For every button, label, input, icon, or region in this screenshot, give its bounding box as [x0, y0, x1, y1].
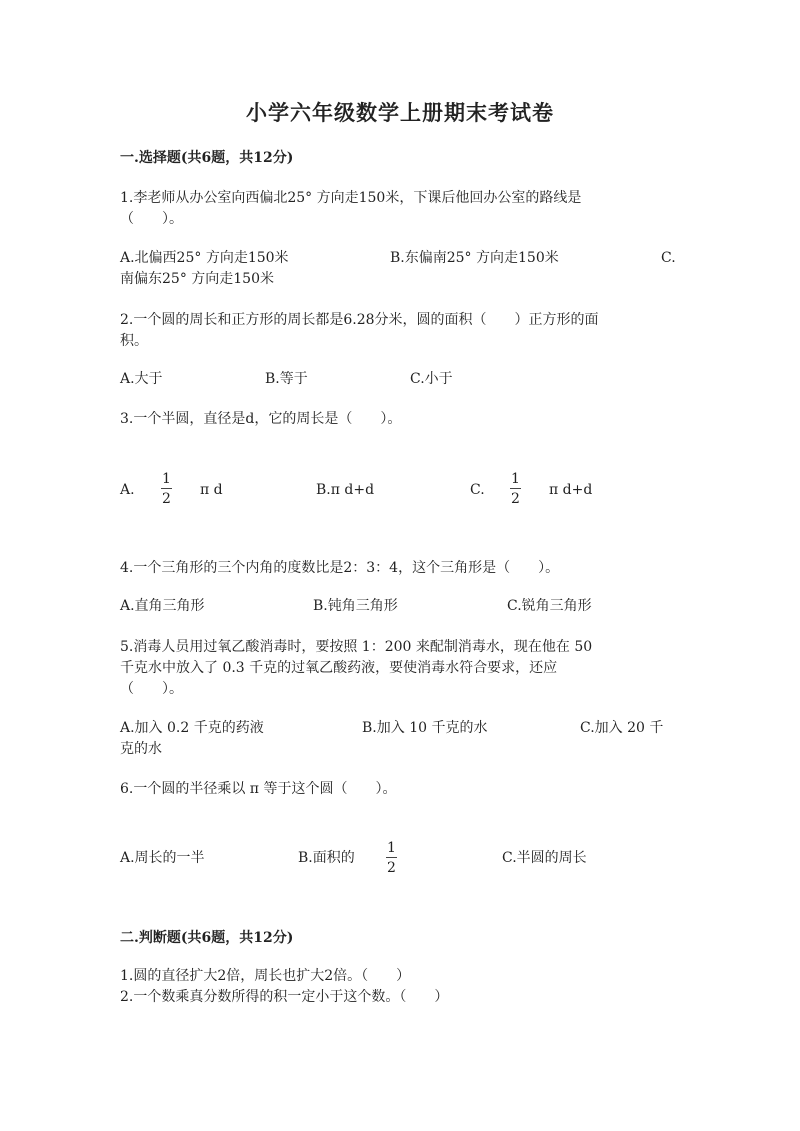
- question-1-option-a: A.北偏西25° 方向走150米: [120, 250, 289, 266]
- page-title: 小学六年级数学上册期末考试卷: [246, 100, 554, 125]
- judgment-question-1: 1.圆的直径扩大2倍，周长也扩大2倍。（ ）: [120, 968, 411, 984]
- question-3-option-c-rest: π d+d: [549, 482, 593, 498]
- fraction-numerator: 1: [511, 471, 520, 487]
- question-2-option-b: B.等于: [265, 371, 308, 387]
- question-6-option-c: C.半圆的周长: [502, 850, 587, 866]
- question-3-option-a-fraction: [161, 471, 172, 507]
- question-4-option-b: B.钝角三角形: [313, 598, 398, 614]
- fraction-denominator: 2: [162, 491, 171, 507]
- question-2-text-cont: 积。: [120, 333, 148, 349]
- question-6-option-a: A.周长的一半: [120, 850, 205, 866]
- fraction-denominator: 2: [387, 860, 396, 876]
- question-5-option-b: B.加入 10 千克的水: [362, 720, 488, 736]
- question-5-option-a: A.加入 0.2 千克的药液: [120, 720, 264, 736]
- question-6-option-b: B.面积的: [298, 850, 355, 866]
- question-1-blank: （ ）。: [120, 211, 183, 227]
- question-4-option-a: A.直角三角形: [120, 598, 205, 614]
- question-3-text: 3.一个半圆，直径是d，它的周长是（ ）。: [120, 411, 402, 427]
- question-1-option-b: B.东偏南25° 方向走150米: [390, 250, 559, 266]
- judgment-question-2: 2.一个数乘真分数所得的积一定小于这个数。（ ）: [120, 989, 449, 1005]
- question-4-option-c: C.锐角三角形: [507, 598, 592, 614]
- question-3-option-b: B.π d+d: [316, 482, 375, 498]
- section-heading-choice: 一.选择题(共6题，共12分): [120, 150, 294, 166]
- question-5-text: 5.消毒人员用过氧乙酸消毒时，要按照 1：200 来配制消毒水，现在他在 50: [120, 639, 593, 655]
- fraction-numerator: 1: [162, 471, 171, 487]
- question-5-option-c: C.加入 20 千: [580, 720, 664, 736]
- question-5-option-c-cont: 克的水: [120, 741, 162, 757]
- question-2-text: 2.一个圆的周长和正方形的周长都是6.28分米，圆的面积（ ）正方形的面: [120, 312, 599, 328]
- question-4-text: 4.一个三角形的三个内角的度数比是2：3：4，这个三角形是（ ）。: [120, 560, 560, 576]
- question-1-text: 1.李老师从办公室向西偏北25° 方向走150米，下课后他回办公室的路线是: [120, 190, 582, 206]
- fraction-bar: [510, 488, 521, 489]
- question-1-option-c: C.: [661, 250, 676, 266]
- fraction-bar: [386, 857, 397, 858]
- question-1-option-c-cont: 南偏东25° 方向走150米: [120, 271, 274, 287]
- fraction-denominator: 2: [511, 491, 520, 507]
- question-3-option-c: C.: [470, 482, 485, 498]
- question-6-option-b-fraction: [386, 840, 397, 876]
- question-2-option-c: C.小于: [410, 371, 453, 387]
- question-3-option-a: A.: [120, 482, 135, 498]
- question-2-option-a: A.大于: [120, 371, 163, 387]
- fraction-numerator: 1: [387, 840, 396, 856]
- fraction-bar: [161, 488, 172, 489]
- question-5-blank: （ ）。: [120, 681, 183, 697]
- question-5-text-cont: 千克水中放入了 0.3 千克的过氧乙酸药液，要使消毒水符合要求，还应: [120, 660, 558, 676]
- section-heading-judgment: 二.判断题(共6题，共12分): [120, 930, 294, 946]
- question-3-option-c-fraction: [510, 471, 521, 507]
- question-6-text: 6.一个圆的半径乘以 π 等于这个圆（ ）。: [120, 781, 397, 797]
- question-3-option-a-rest: π d: [200, 482, 223, 498]
